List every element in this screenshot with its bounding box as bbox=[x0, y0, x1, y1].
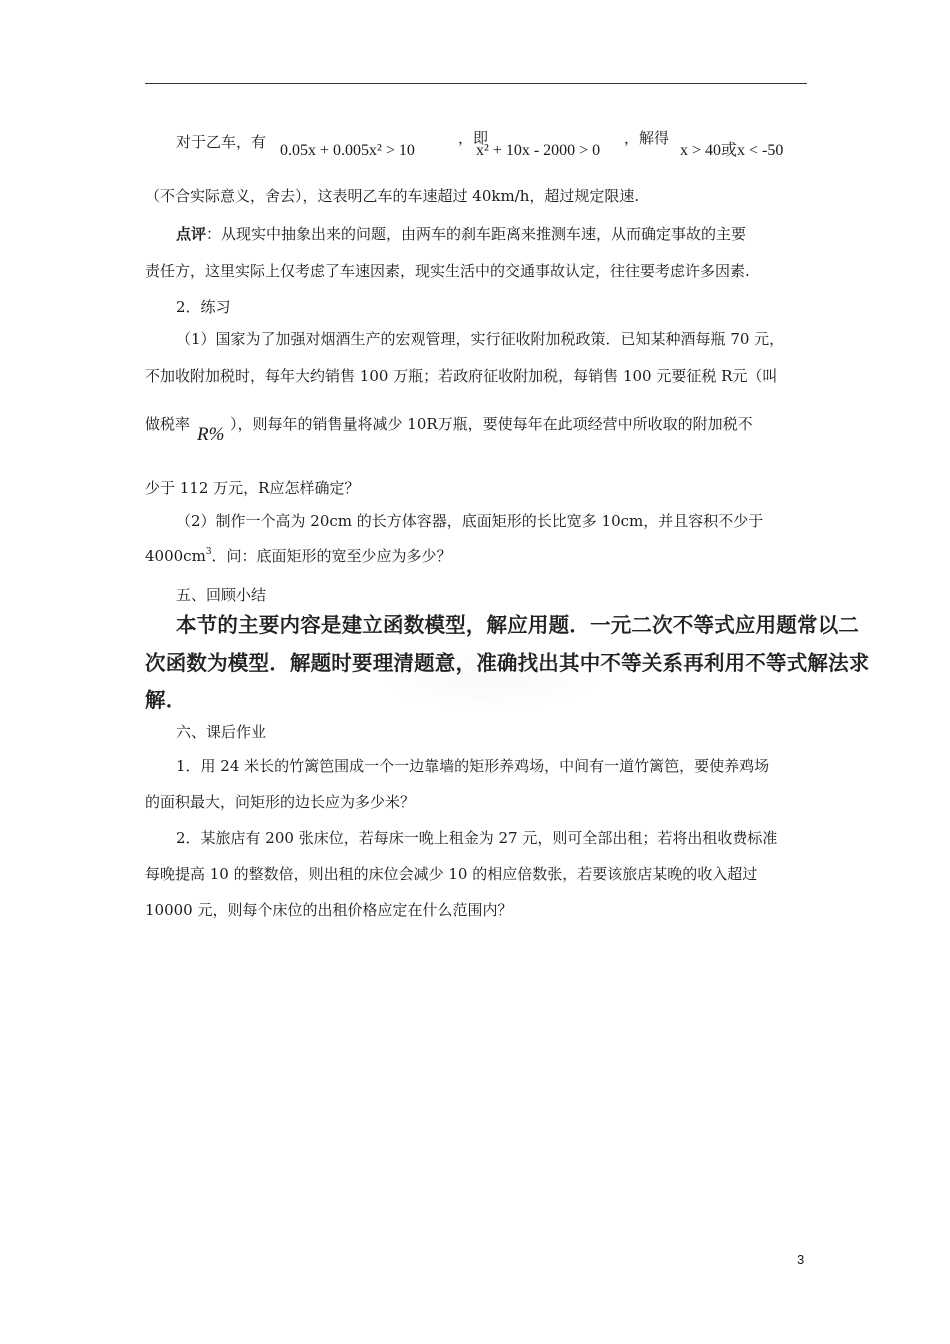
section-six-heading: 六、课后作业 bbox=[176, 723, 267, 741]
comment-label: 点评 bbox=[176, 225, 207, 243]
homework-2-line-1: 2．某旅店有 200 张床位，若每床一晚上租金为 27 元，则可全部出租；若将出租收费标准 bbox=[176, 829, 778, 847]
comment-line-1 bbox=[176, 224, 746, 244]
summary-line-3: 解． bbox=[145, 688, 187, 712]
problem-1-line-3a: 做税率 bbox=[145, 415, 191, 433]
summary-line-2: 次函数为模型．解题时要理清题意，准确找出其中不等关系再利用不等式解法求 bbox=[145, 651, 870, 675]
problem-1-line-2: 不加收附加税时，每年大约销售 100 万瓶；若政府征收附加税，每销售 100 元要征税 R元（叫 bbox=[145, 367, 778, 385]
solution-connector-2: ，解得 bbox=[624, 129, 670, 147]
problem-2-question: ．问：底面矩形的宽至少应为多少？ bbox=[211, 547, 452, 565]
cube-exponent: 3 bbox=[205, 547, 212, 557]
comment-text-1: ：从现实中抽象出来的问题，由两车的刹车距离来推测车速，从而确定事故的主要 bbox=[206, 225, 747, 243]
problem-1-line-4: 少于 112 万元，R应怎样确定？ bbox=[145, 479, 360, 497]
tax-rate-symbol: R% bbox=[197, 424, 225, 445]
homework-2-line-3: 10000 元，则每个床位的出租价格应定在什么范围内？ bbox=[145, 901, 513, 919]
homework-1-line-1: 1．用 24 米长的竹篱笆围成一个一边靠墙的矩形养鸡场，中间有一道竹篱笆，要使养鸡场 bbox=[176, 757, 770, 775]
problem-1-line-3b: ），则每年的销售量将减少 10R万瓶，要使每年在此项经营中所收取的附加税不 bbox=[230, 415, 753, 433]
summary-line-1: 本节的主要内容是建立函数模型，解应用题．一元二次不等式应用题常以二 bbox=[176, 613, 860, 637]
inequality-2: x² + 10x - 2000 > 0 bbox=[476, 142, 601, 159]
solution-connector: ，即 bbox=[458, 129, 489, 147]
practice-heading: 2．练习 bbox=[176, 298, 231, 316]
inequality-solution: x > 40或x < -50 bbox=[680, 142, 784, 159]
inequality-1: 0.05x + 0.005x² > 10 bbox=[280, 142, 415, 159]
homework-2-line-2: 每晚提高 10 的整数倍，则出租的床位会减少 10 的相应倍数张，若要该旅店某晚的收入超过 bbox=[145, 865, 758, 883]
header-rule bbox=[145, 83, 807, 84]
section-five-heading: 五、回顾小结 bbox=[176, 586, 267, 604]
problem-2-line-1: （2）制作一个高为 20cm 的长方体容器，底面矩形的长比宽多 10cm，并且容积不少于 bbox=[176, 512, 764, 530]
problem-2-line-2 bbox=[145, 546, 452, 566]
page-number: 3 bbox=[797, 1252, 805, 1267]
comment-line-2: 责任方，这里实际上仅考虑了车速因素，现实生活中的交通事故认定，往往要考虑许多因素. bbox=[145, 262, 750, 280]
volume-value: 4000cm bbox=[145, 547, 206, 565]
solution-line-2: （不合实际意义，舍去），这表明乙车的车速超过 40km/h，超过规定限速. bbox=[145, 187, 640, 205]
problem-1-line-1: （1）国家为了加强对烟酒生产的宏观管理，实行征收附加税政策．已知某种酒每瓶 70 元， bbox=[176, 330, 785, 348]
solution-line-1 bbox=[176, 132, 266, 152]
homework-1-line-2: 的面积最大，问矩形的边长应为多少米？ bbox=[145, 793, 416, 811]
solution-text: 对于乙车，有 bbox=[176, 133, 267, 151]
